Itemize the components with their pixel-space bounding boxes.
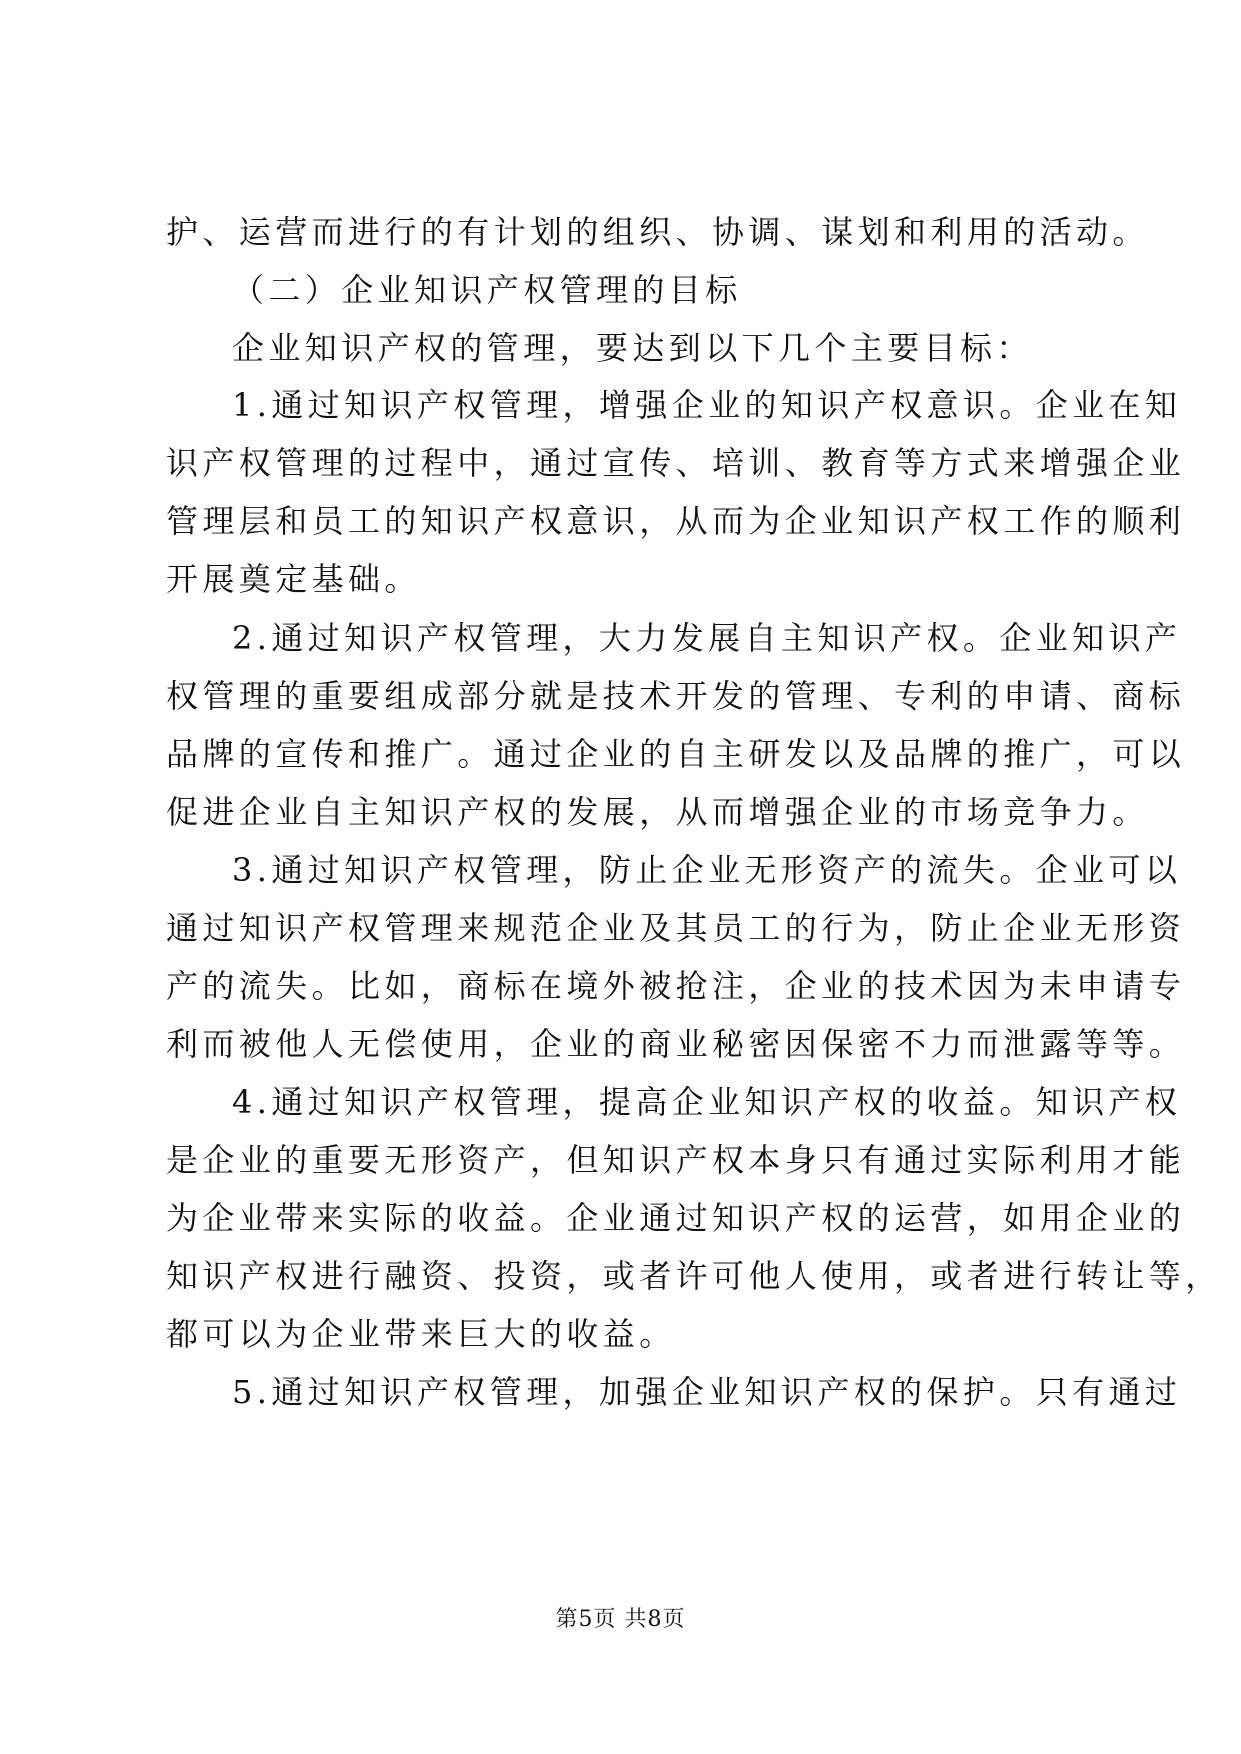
text-line: 品牌的宣传和推广。通过企业的自主研发以及品牌的推广，可以	[166, 735, 1186, 773]
section-heading: （二）企业知识产权管理的目标	[232, 271, 742, 309]
text-line: 权管理的重要组成部分就是技术开发的管理、专利的申请、商标	[166, 677, 1186, 715]
text-line: 知识产权进行融资、投资，或者许可他人使用，或者进行转让等，	[166, 1257, 1222, 1295]
paragraph-4-start: 4.通过知识产权管理，提高企业知识产权的收益。知识产权	[232, 1083, 1182, 1121]
text-line: 识产权管理的过程中，通过宣传、培训、教育等方式来增强企业	[166, 444, 1186, 482]
text-line: 开展奠定基础。	[166, 560, 421, 598]
page-number-footer: 第5页 共8页	[555, 1607, 686, 1632]
paragraph-1-start: 1.通过知识产权管理，增强企业的知识产权意识。企业在知	[232, 386, 1182, 424]
text-line: 产的流失。比如，商标在境外被抢注，企业的技术因为未申请专	[166, 967, 1186, 1005]
text-line: 通过知识产权管理来规范企业及其员工的行为，防止企业无形资	[166, 909, 1186, 947]
text-line: 企业知识产权的管理，要达到以下几个主要目标：	[232, 329, 1033, 367]
text-line: 都可以为企业带来巨大的收益。	[166, 1315, 676, 1353]
text-line: 管理层和员工的知识产权意识，从而为企业知识产权工作的顺利	[166, 502, 1186, 540]
text-line: 护、运营而进行的有计划的组织、协调、谋划和利用的活动。	[166, 213, 1149, 251]
text-line: 为企业带来实际的收益。企业通过知识产权的运营，如用企业的	[166, 1199, 1186, 1237]
paragraph-3-start: 3.通过知识产权管理，防止企业无形资产的流失。企业可以	[232, 851, 1182, 889]
paragraph-2-start: 2.通过知识产权管理，大力发展自主知识产权。企业知识产	[232, 619, 1182, 657]
text-line: 促进企业自主知识产权的发展，从而增强企业的市场竞争力。	[166, 793, 1149, 831]
paragraph-5-start: 5.通过知识产权管理，加强企业知识产权的保护。只有通过	[232, 1373, 1182, 1411]
text-line: 是企业的重要无形资产，但知识产权本身只有通过实际利用才能	[166, 1141, 1186, 1179]
text-line: 利而被他人无偿使用，企业的商业秘密因保密不力而泄露等等。	[166, 1025, 1186, 1063]
